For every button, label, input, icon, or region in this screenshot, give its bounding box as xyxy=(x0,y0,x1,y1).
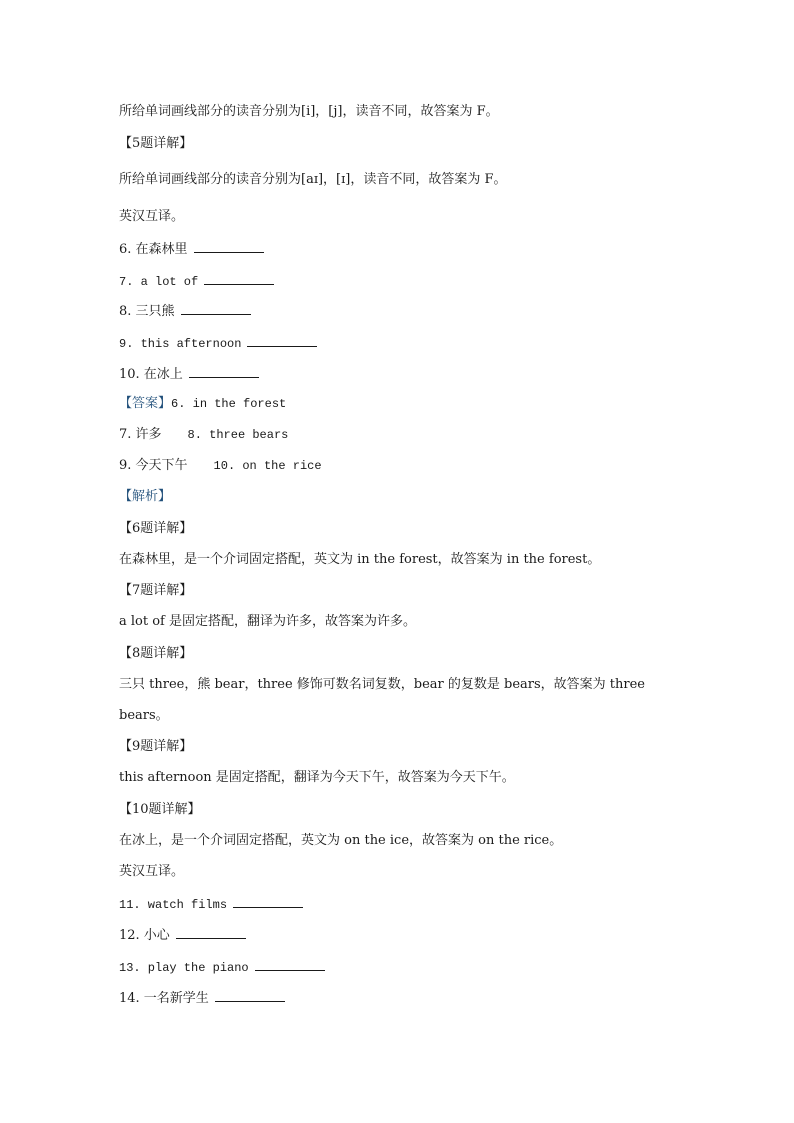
explanation-8: 三只 three，熊 bear，three 修饰可数名词复数，bear 的复数是 bears，故答案为 three xyxy=(119,677,645,692)
question-8-text: 8. 三只熊 xyxy=(119,304,175,319)
question-6 xyxy=(119,240,264,258)
answer-blank xyxy=(204,272,274,285)
question-11 xyxy=(119,895,303,913)
question-10 xyxy=(119,365,259,383)
heading-q8-detail: 【8题详解】 xyxy=(119,646,193,661)
answer-7: 7. 许多 xyxy=(119,427,162,442)
answer-10: 10. on the rice xyxy=(213,459,322,473)
answer-blank xyxy=(215,989,285,1002)
question-13 xyxy=(119,958,325,976)
explanation-4: 所给单词画线部分的读音分别为[i]，[j]，读音不同，故答案为 F。 xyxy=(119,104,499,119)
answer-9: 9. 今天下午 xyxy=(119,458,188,473)
answer-8: 8. three bears xyxy=(187,428,289,442)
section-title-translation-2: 英汉互译。 xyxy=(119,864,185,879)
answer-6: 6. in the forest xyxy=(171,397,287,411)
answer-blank xyxy=(255,958,325,971)
answer-blank xyxy=(233,895,303,908)
question-9-text: 9. this afternoon xyxy=(119,337,242,351)
answer-blank xyxy=(181,302,251,315)
explanation-9: this afternoon 是固定搭配，翻译为今天下午，故答案为今天下午。 xyxy=(119,770,515,785)
answer-blank xyxy=(194,240,264,253)
question-10-text: 10. 在冰上 xyxy=(119,367,183,382)
explanation-8-cont: bears。 xyxy=(119,708,169,723)
explanation-6: 在森林里，是一个介词固定搭配，英文为 in the forest，故答案为 in the forest。 xyxy=(119,552,601,567)
explanation-7: a lot of 是固定搭配，翻译为许多，故答案为许多。 xyxy=(119,614,416,629)
question-6-text: 6. 在森林里 xyxy=(119,242,188,257)
answer-row-1 xyxy=(119,396,286,412)
question-8 xyxy=(119,302,251,320)
question-9 xyxy=(119,334,317,352)
answer-blank xyxy=(189,365,259,378)
question-13-text: 13. play the piano xyxy=(119,961,249,975)
heading-q6-detail: 【6题详解】 xyxy=(119,521,193,536)
analysis-label: 【解析】 xyxy=(119,489,172,504)
question-14-text: 14. 一名新学生 xyxy=(119,991,209,1006)
question-14 xyxy=(119,989,285,1007)
answer-blank xyxy=(247,334,317,347)
question-11-text: 11. watch films xyxy=(119,898,228,912)
explanation-10: 在冰上，是一个介词固定搭配，英文为 on the ice，故答案为 on the rice。 xyxy=(119,833,563,848)
question-12-text: 12. 小心 xyxy=(119,928,170,943)
heading-q9-detail: 【9题详解】 xyxy=(119,739,193,754)
answer-row-3 xyxy=(119,458,322,474)
heading-q10-detail: 【10题详解】 xyxy=(119,802,201,817)
answer-label: 【答案】 xyxy=(119,396,172,411)
heading-q7-detail: 【7题详解】 xyxy=(119,583,193,598)
explanation-5: 所给单词画线部分的读音分别为[aɪ]，[ɪ]，读音不同，故答案为 F。 xyxy=(119,172,507,187)
question-12 xyxy=(119,926,246,944)
answer-row-2 xyxy=(119,427,288,443)
question-7 xyxy=(119,272,274,290)
answer-blank xyxy=(176,926,246,939)
heading-q5-detail: 【5题详解】 xyxy=(119,136,193,151)
question-7-text: 7. a lot of xyxy=(119,275,199,289)
section-title-translation: 英汉互译。 xyxy=(119,209,185,224)
